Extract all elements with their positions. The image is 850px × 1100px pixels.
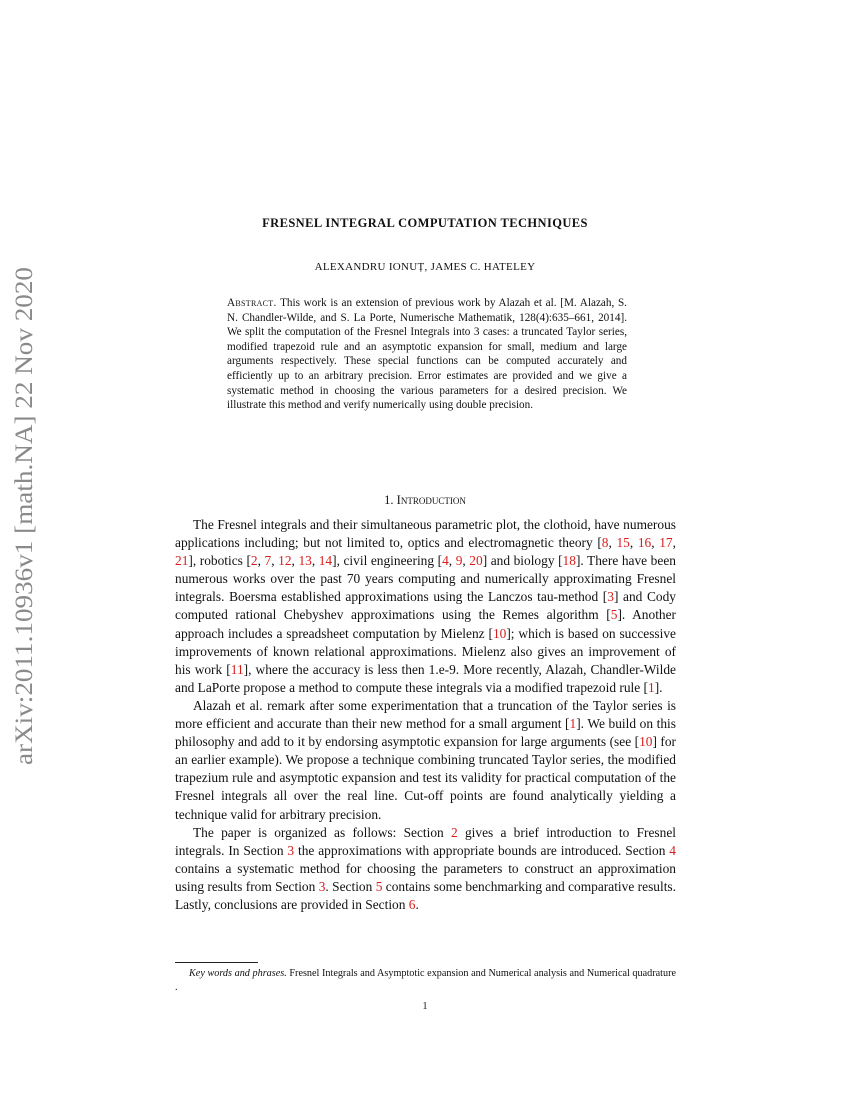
arxiv-identifier-stamp	[2, 265, 42, 765]
paper-authors: ALEXANDRU IONUȚ, JAMES C. HATELEY	[314, 261, 536, 273]
arxiv-identifier-text: arXiv:2011.10936v1 [math.NA] 22 Nov 2020	[9, 297, 38, 765]
citation-link[interactable]: 20	[469, 553, 483, 569]
paragraph-text: . Section	[325, 878, 376, 894]
citation-link[interactable]: 2	[451, 824, 458, 840]
abstract-text: This work is an extension of previous work by Alazah et al. [M. Alazah, S. N. Chandler-Wilde, and S. La Porte, Numerische Mathematik, 128(4):635–661, 2014]. We split the computation of the Fresnel Integrals into 3 cases: a truncated Taylor series, modified trapezoid rule and an asymptotic expansion for small, medium and large arguments respectively. These special functions can be computed accurately and efficiently up to an arbitrary precision. Error estimates are provided and we give a systematic method in choosing the various parameters for a desired precision. We illustrate this method and verify numerically using double precision.	[227, 297, 627, 412]
citation-link[interactable]: 12	[278, 553, 292, 569]
paragraph-text: ].	[654, 679, 663, 695]
paragraph-text: ] and Cody computed rational Chebyshev approximations using the Remes algorithm [	[175, 589, 676, 623]
citation-link[interactable]: 2	[250, 553, 258, 569]
citation-link[interactable]: 7	[264, 553, 272, 569]
paragraph-text: ,	[608, 535, 617, 551]
paragraph-3	[175, 824, 676, 914]
citation-link[interactable]: 1	[647, 679, 655, 695]
paragraph-text: ]. We build on this philosophy and add to it by endorsing asymptotic expansion for large arguments (see [	[175, 716, 676, 750]
citation-link[interactable]: 5	[375, 878, 383, 894]
footnote-rule	[175, 962, 258, 963]
paragraph-text: the approximations with appropriate bounds are introduced. Section	[294, 842, 670, 858]
paragraph-text: ] and biology [	[482, 553, 563, 569]
citation-link[interactable]: 10	[639, 734, 653, 750]
paragraph-text: ,	[448, 553, 456, 569]
paragraph-text: contains a systematic method for choosing the parameters to construct an approximation using results from Section	[175, 860, 676, 894]
citation-link[interactable]: 18	[562, 553, 576, 569]
paragraph-text: ,	[629, 535, 638, 551]
citation-link[interactable]: 3	[607, 589, 614, 605]
paragraph-text: ], civil engineering [	[332, 553, 443, 569]
paragraph-text: ,	[462, 553, 470, 569]
citation-link[interactable]: 10	[492, 625, 507, 641]
citation-link[interactable]: 5	[610, 607, 618, 623]
citation-link[interactable]: 13	[298, 553, 312, 569]
paragraph-text: ,	[291, 553, 299, 569]
paragraph-text: ], where the accuracy is less then 1.e-9. More recently, Alazah, Chandler-Wilde and LaPorte propose a method to compute these integrals via a modified trapezoid rule [	[175, 661, 676, 695]
paragraph-text: ,	[651, 535, 660, 551]
abstract	[227, 296, 627, 413]
citation-link[interactable]: 16	[637, 535, 652, 551]
citation-link[interactable]: 8	[601, 535, 609, 551]
citation-link[interactable]: 4	[669, 842, 676, 858]
paragraph-text: contains some benchmarking and comparative results. Lastly, conclusions are provided in Section	[175, 878, 676, 912]
paragraph-1	[175, 516, 676, 697]
citation-link[interactable]: 9	[455, 553, 463, 569]
footnote-label: Key words and phrases.	[189, 968, 287, 979]
page-number: 1	[422, 1001, 428, 1012]
paragraph-text: .	[415, 896, 419, 912]
citation-link[interactable]: 17	[659, 535, 673, 551]
section-heading	[0, 493, 850, 508]
citation-link[interactable]: 6	[408, 896, 416, 912]
paragraph-text: The Fresnel integrals and their simultaneous parametric plot, the clothoid, have numerous applications including; but not limited to, optics and electromagnetic theory [	[175, 517, 676, 551]
paragraph-text: ]; which is based on successive improvements of known relational approximations. Mielenz also gives an improvement of his work [	[175, 625, 676, 677]
paragraph-text: ]. Another approach includes a spreadsheet computation by Mielenz [	[175, 607, 677, 641]
citation-link[interactable]: 15	[616, 535, 630, 551]
paragraph-text: Alazah et al. remark after some experimentation that a truncation of the Taylor series is more efficient and accurate than their new method for a small argument [	[175, 697, 676, 732]
citation-link[interactable]: 4	[442, 553, 449, 569]
citation-link[interactable]: 3	[287, 842, 295, 858]
paragraph-text: gives a brief introduction to Fresnel integrals. In Section	[175, 824, 676, 858]
paragraph-text: ,	[672, 535, 676, 551]
paragraph-text: ]. There have been numerous works over the past 70 years computing and numerically approximating Fresnel integrals. Boersma established approximations using the Lanczos tau-method [	[175, 553, 676, 605]
paragraph-text: ,	[257, 553, 265, 569]
citation-link[interactable]: 21	[175, 553, 189, 569]
paragraph-2	[175, 697, 676, 824]
citation-link[interactable]: 3	[318, 878, 326, 894]
section-title: Introduction	[396, 493, 466, 507]
footnote	[175, 967, 676, 995]
paragraph-text: ,	[271, 553, 279, 569]
introduction-body	[175, 516, 676, 914]
footnote-text: Fresnel Integrals and Asymptotic expansion and Numerical analysis and Numerical quadrature .	[175, 968, 676, 993]
paper-title: FRESNEL INTEGRAL COMPUTATION TECHNIQUES	[262, 216, 588, 230]
paragraph-text: The paper is organized as follows: Section	[193, 824, 451, 840]
paragraph-text: ,	[311, 553, 319, 569]
section-number: 1.	[384, 493, 394, 507]
citation-link[interactable]: 1	[569, 716, 577, 732]
paragraph-text: ], robotics [	[188, 553, 251, 569]
paragraph-text: ] for an earlier example). We propose a technique combining truncated Taylor series, the modified trapezium rule and asymptotic expansion and test its validity for practical computation of the Fresnel integrals all over the real line. Cut-off points are found analytically yielding a technique valid for arbitrary precision.	[175, 734, 676, 822]
citation-link[interactable]: 14	[318, 553, 333, 569]
citation-link[interactable]: 11	[230, 661, 244, 677]
abstract-label: Abstract.	[227, 297, 277, 309]
